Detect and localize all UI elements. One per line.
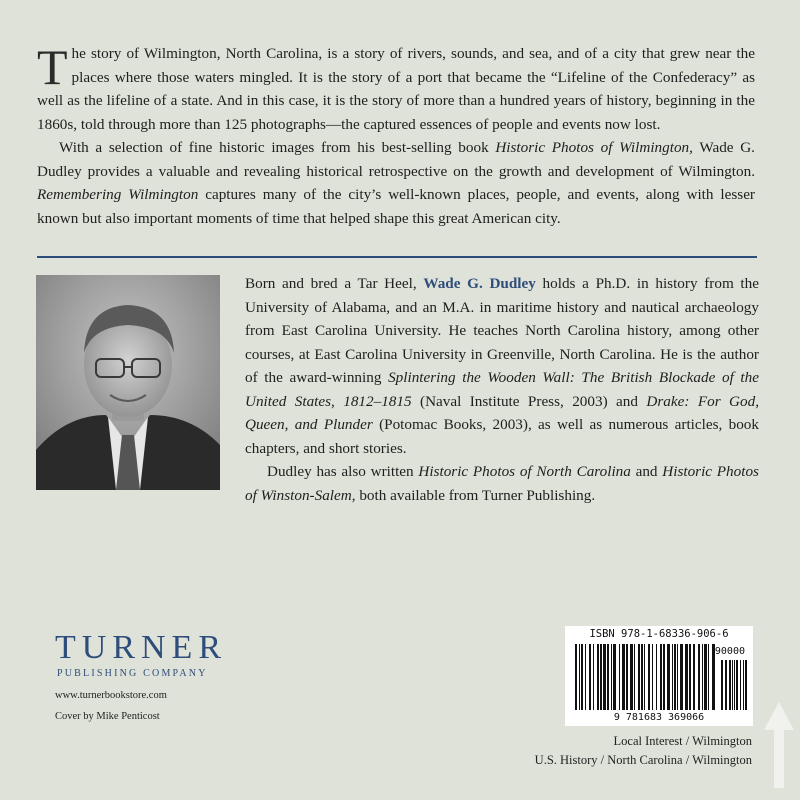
book-title: Remembering Wilmington — [37, 186, 199, 203]
bio-text-b: holds a Ph.D. in history from the University of Alabama, and an M.A. in maritime history and nautical archaeology from East Carolina University. He teaches North Carolina history, among other courses, at East Carolina University in Greenville, North Carolina. He is the author of the award-winning — [245, 275, 759, 386]
bio-text-a: Born and bred a Tar Heel, — [245, 275, 424, 292]
isbn-barcode — [565, 626, 753, 726]
drop-cap: T — [37, 39, 68, 95]
intro-text — [37, 39, 755, 230]
publisher-website: www.turnerbookstore.com — [55, 690, 167, 701]
intro-paragraph-1-text: he story of Wilmington, North Carolina, is a story of rivers, sounds, and sea, and of a city that grew near the places where those waters mingled. It is the story of a port that became the “Lifeline of the Confederacy” as well as the lifeline of a state. And in this case, it is the story of more than a hundred years of history, beginning in the 1860s, told through more than 125 photographs—the captured essences of people and events now lost. — [37, 45, 755, 133]
publisher-logo-word: TURNER — [55, 629, 227, 666]
intro-paragraph-1 — [37, 39, 755, 136]
isbn-label: ISBN 978-1-68336-906-6 — [589, 628, 729, 640]
divider-rule — [37, 256, 757, 258]
bio-p2-text-c: , both available from Turner Publishing. — [351, 486, 596, 504]
bio-paragraph-2 — [245, 460, 759, 507]
watermark-logo — [762, 700, 796, 795]
bio-p2-text-b: and — [630, 463, 663, 480]
category-line-1: Local Interest / Wilmington — [613, 734, 752, 748]
bio-paragraph-1 — [245, 272, 759, 460]
bio-text-d: (Potomac Books, 2003), as well as numerous articles, book chapters, and short stories. — [245, 416, 759, 457]
author-photo — [36, 275, 220, 490]
book-title: Historic Photos of North Carolina — [418, 463, 631, 480]
book-title: Drake: For God, Queen, and Plunder — [245, 392, 759, 433]
category-line-2: U.S. History / North Carolina / Wilmington — [534, 753, 752, 767]
intro-p2-text-c: captures many of the city’s well-known places, people, and events, along with lesser known but also important moments of time that helped shape this great American city. — [37, 186, 755, 227]
barcode-digits: 9 781683 369066 — [613, 712, 705, 723]
publisher-logo-sub: PUBLISHING COMPANY — [57, 668, 208, 679]
publisher-logo — [55, 630, 227, 679]
book-title: Historic Photos of Winston-Salem — [245, 463, 759, 504]
book-title: Splintering the Wooden Wall: The British Blockade of the United States, 1812–1815 — [245, 369, 759, 410]
cover-credit: Cover by Mike Penticost — [55, 711, 160, 722]
price-code: 90000 — [714, 646, 745, 657]
intro-paragraph-2 — [37, 136, 755, 230]
book-title: Historic Photos of Wilmington, — [495, 139, 693, 156]
category-labels — [535, 732, 752, 770]
bio-text-c: (Naval Institute Press, 2003) and — [411, 392, 647, 410]
intro-p2-text-b: Wade G. Dudley provides a valuable and revealing historical retrospective on the growth and development of Wilmington. — [37, 139, 755, 180]
bio-p2-text-a: Dudley has also written — [267, 463, 419, 480]
author-bio — [245, 272, 759, 507]
intro-p2-text-a: With a selection of fine historic images from his best-selling book — [59, 139, 496, 156]
barcode-bars — [565, 626, 753, 726]
author-name: Wade G. Dudley — [423, 275, 536, 292]
